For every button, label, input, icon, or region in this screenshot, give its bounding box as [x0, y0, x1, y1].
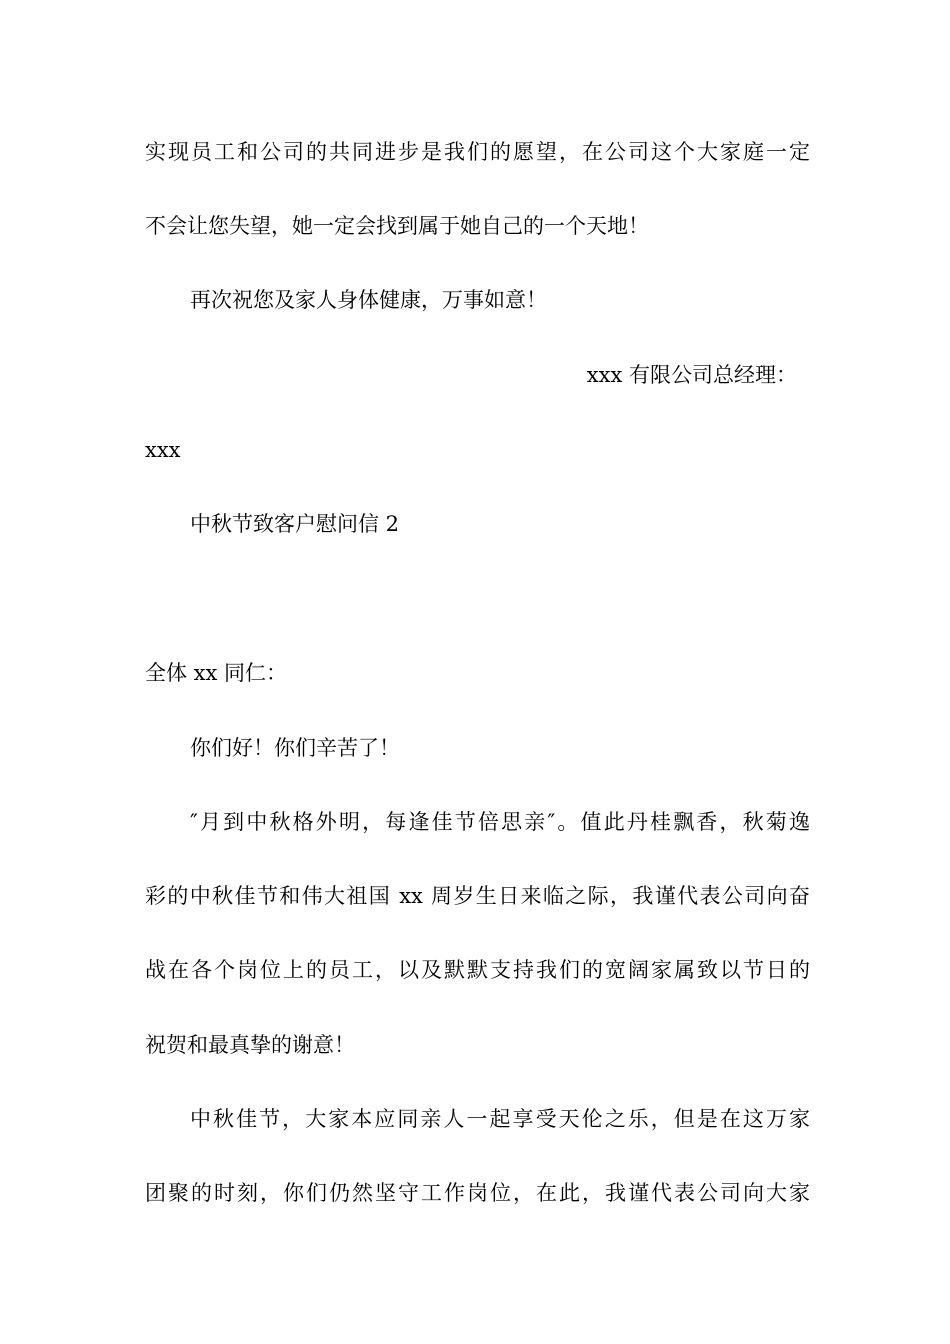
paragraph-line: 不会让您失望，她一定会找到属于她自己的一个天地！ — [145, 214, 649, 238]
salutation: 全体 xx 同仁： — [145, 661, 288, 685]
letter-heading: 中秋节致客户慰问信 2 — [190, 512, 400, 536]
paragraph-line: 彩的中秋佳节和伟大祖国 xx 周岁生日来临之际，我谨代表公司向奋 — [145, 884, 810, 908]
greeting-line: 你们好！你们辛苦了！ — [190, 736, 400, 760]
signature-title: xxx 有限公司总经理： — [586, 363, 797, 387]
signature-name: xxx — [145, 438, 181, 462]
paragraph-line: 团聚的时刻，你们仍然坚守工作岗位，在此，我谨代表公司向大家 — [145, 1181, 810, 1205]
paragraph-line: 中秋佳节，大家本应同亲人一起享受天伦之乐，但是在这万家 — [190, 1107, 810, 1131]
paragraph-line: 实现员工和公司的共同进步是我们的愿望，在公司这个大家庭一定 — [145, 140, 810, 164]
paragraph-line: 战在各个岗位上的员工，以及默默支持我们的宽阔家属致以节日的 — [145, 958, 810, 982]
paragraph-line: 祝贺和最真挚的谢意！ — [145, 1033, 355, 1057]
closing-wish-line: 再次祝您及家人身体健康，万事如意！ — [190, 288, 547, 312]
paragraph-line: ″月到中秋格外明，每逢佳节倍思亲″。值此丹桂飘香，秋菊逸 — [190, 810, 810, 834]
